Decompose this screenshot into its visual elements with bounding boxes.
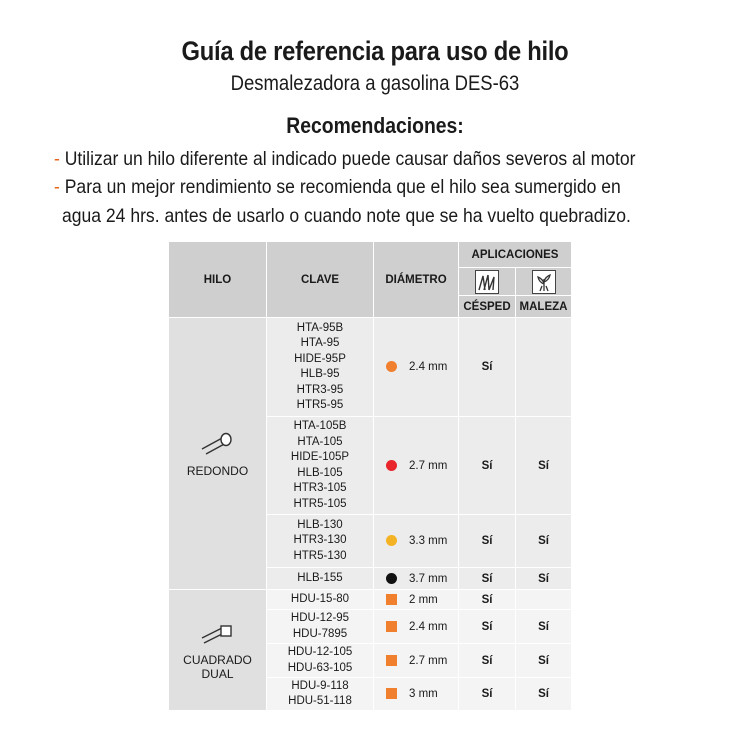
hilo-group-cuadrado-dual (169, 590, 267, 711)
diameter-cell: 3.3 mm (374, 515, 459, 568)
diameter-cell: 2.4 mm (374, 318, 459, 417)
clave-cell: HTA-95B HTA-95 HIDE-95P HLB-95 HTR3-95 HTR5-95 (267, 318, 374, 417)
hilo-group-redondo (169, 318, 267, 590)
diameter-cell: 3.7 mm (374, 568, 459, 590)
clave-cell: HLB-130 HTR3-130 HTR5-130 (267, 515, 374, 568)
maleza-cell (516, 590, 572, 610)
square-line-icon (169, 620, 266, 647)
maleza-cell: Sí (516, 417, 572, 515)
color-marker (386, 573, 397, 584)
color-marker (386, 688, 397, 699)
cesped-cell: Sí (459, 568, 516, 590)
clave-cell: HDU-12-95 HDU-7895 (267, 610, 374, 644)
recommendations-title: Recomendaciones: (286, 113, 464, 138)
weed-icon-cell (516, 268, 572, 296)
cesped-cell: Sí (459, 610, 516, 644)
hilo-type-label: CUADRADO DUAL (183, 652, 252, 681)
clave-cell: HDU-15-80 (267, 590, 374, 610)
page-subtitle: Desmalezadora a gasolina DES-63 (230, 72, 520, 95)
page-title: Guía de referencia para uso de hilo (181, 36, 569, 66)
recommendation-item: agua 24 hrs. antes de usarlo o cuando note que se ha vuelto quebradizo. (62, 205, 631, 227)
thread-guide-table (168, 241, 572, 711)
cesped-cell: Sí (459, 515, 516, 568)
grass-icon-cell (459, 268, 516, 296)
diameter-cell: 2.7 mm (374, 644, 459, 678)
cesped-cell: Sí (459, 678, 516, 711)
maleza-cell: Sí (516, 610, 572, 644)
maleza-cell: Sí (516, 568, 572, 590)
recommendation-item: - Utilizar un hilo diferente al indicado puede causar daños severos al motor (54, 148, 636, 170)
table-row (169, 318, 572, 417)
color-marker (386, 621, 397, 632)
hilo-type-label: REDONDO (186, 464, 249, 478)
color-marker (386, 594, 397, 605)
header-aplicaciones: APLICACIONES (459, 242, 572, 268)
cesped-cell: Sí (459, 318, 516, 417)
cesped-cell: Sí (459, 590, 516, 610)
recommendation-item: - Para un mejor rendimiento se recomienda que el hilo sea sumergido en (54, 176, 621, 198)
weed-icon (532, 270, 556, 294)
color-marker (386, 655, 397, 666)
cesped-cell: Sí (459, 644, 516, 678)
header-diametro: DIÁMETRO (374, 242, 459, 318)
clave-cell: HDU-9-118 HDU-51-118 (267, 678, 374, 711)
header-hilo: HILO (169, 242, 267, 318)
maleza-cell: Sí (516, 678, 572, 711)
header-maleza: MALEZA (516, 296, 572, 318)
clave-cell: HLB-155 (267, 568, 374, 590)
maleza-cell: Sí (516, 515, 572, 568)
color-marker (386, 361, 397, 372)
diameter-cell: 2.7 mm (374, 417, 459, 515)
clave-cell: HDU-12-105 HDU-63-105 (267, 644, 374, 678)
diameter-cell: 2.4 mm (374, 610, 459, 644)
diameter-cell: 2 mm (374, 590, 459, 610)
maleza-cell: Sí (516, 644, 572, 678)
grass-icon (475, 270, 499, 294)
color-marker (386, 535, 397, 546)
header-cesped: CÉSPED (459, 296, 516, 318)
table-row (169, 590, 572, 610)
maleza-cell (516, 318, 572, 417)
header-clave: CLAVE (267, 242, 374, 318)
color-marker (386, 460, 397, 471)
round-line-icon (169, 429, 266, 458)
diameter-cell: 3 mm (374, 678, 459, 711)
cesped-cell: Sí (459, 417, 516, 515)
clave-cell: HTA-105B HTA-105 HIDE-105P HLB-105 HTR3-105 HTR5-105 (267, 417, 374, 515)
